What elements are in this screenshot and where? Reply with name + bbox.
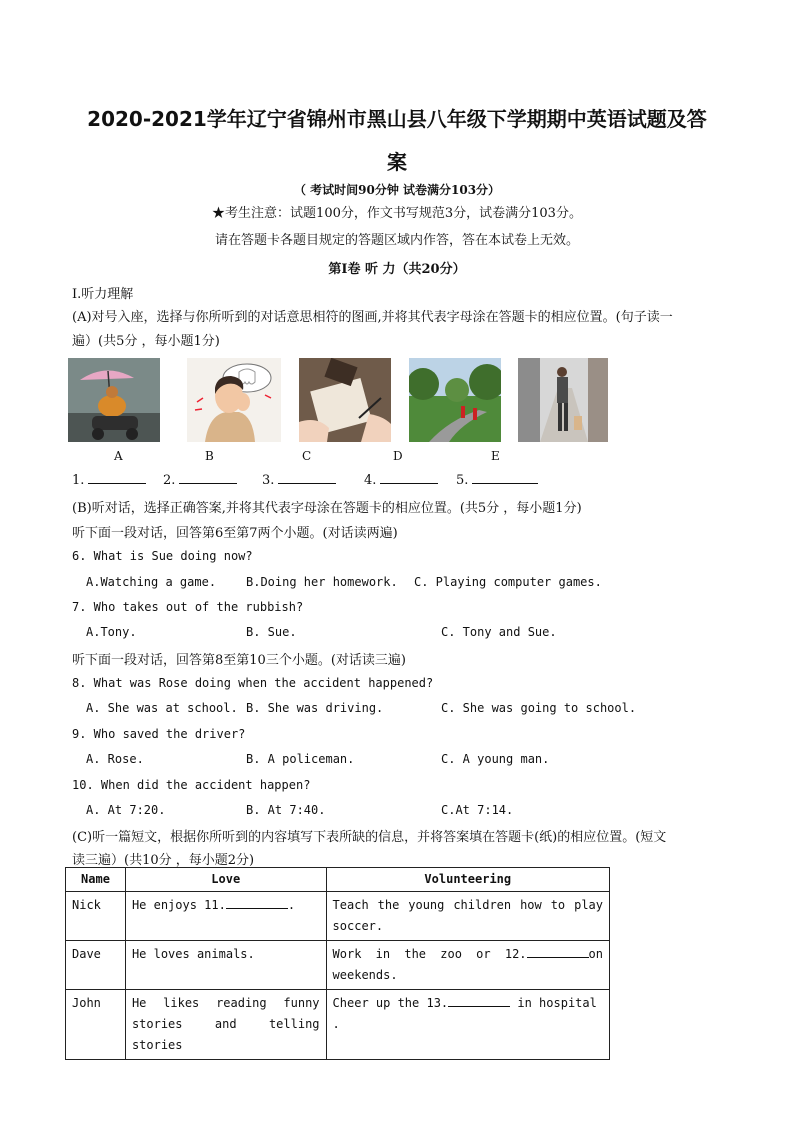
volunteering-table <box>65 867 610 1060</box>
cell-name: Nick <box>66 892 126 941</box>
picture-c <box>299 358 391 442</box>
answer-slot-3: 3. <box>262 471 336 488</box>
picture-label-b: B <box>205 449 214 463</box>
answer-slot-2: 2. <box>163 471 237 488</box>
writing-letter-picture-icon <box>299 358 391 442</box>
partA-instruction-line2: 遍）(共5分 ，每小题1分) <box>72 334 220 349</box>
picture-label-e: E <box>491 449 500 463</box>
answer-blank-13[interactable] <box>448 994 510 1007</box>
table-row <box>66 892 610 941</box>
cell-love: He loves animals. <box>125 941 326 990</box>
picture-label-d: D <box>393 449 403 463</box>
answer-blank-12[interactable] <box>527 945 589 958</box>
q7-option-c[interactable]: C. Tony and Sue. <box>441 625 557 639</box>
walking-dog-picture-icon <box>518 358 608 442</box>
q8-option-c[interactable]: C. She was going to school. <box>441 701 637 715</box>
answer-blank[interactable] <box>179 471 237 484</box>
table-header-row <box>66 868 610 892</box>
answer-blank[interactable] <box>88 471 146 484</box>
partA-instruction-line1: (A)对号入座，选择与你所听到的对话意思相符的图画,并将其代表字母涂在答题卡的相应位置。(句子读一 <box>72 310 673 325</box>
notice-line1: ★考生注意：试题100分，作文书写规范3分，试卷满分103分。 <box>212 206 582 221</box>
q6-option-c[interactable]: C. Playing computer games. <box>414 575 602 589</box>
q7-option-a[interactable]: A.Tony. <box>86 625 137 639</box>
table-row <box>66 941 610 990</box>
part-title: 第Ⅰ卷 听 力（共20分） <box>328 262 466 277</box>
table-header-name: Name <box>66 868 126 892</box>
cell-volunteering: Cheer up the 13. in hospital . <box>326 990 609 1060</box>
cell-name: Dave <box>66 941 126 990</box>
q6-option-a[interactable]: A.Watching a game. <box>86 575 217 589</box>
dialog2-intro: 听下面一段对话，回答第8至第10三个小题。(对话读三遍) <box>72 653 406 668</box>
q10-option-a[interactable]: A. At 7:20. <box>86 803 166 817</box>
answer-blank[interactable] <box>472 471 538 484</box>
question-8: 8. What was Rose doing when the accident happened? <box>72 676 434 690</box>
partC-instruction-line1: (C)听一篇短文，根据你所听到的内容填写下表所缺的信息，并将答案填在答题卡(纸)的相应位置。(短文 <box>72 830 667 845</box>
section-title: I.听力理解 <box>72 287 134 302</box>
q7-option-b[interactable]: B. Sue. <box>246 625 297 639</box>
q8-option-a[interactable]: A. She was at school. <box>86 701 238 715</box>
question-10: 10. When did the accident happen? <box>72 778 311 792</box>
park-picture-icon <box>409 358 501 442</box>
picture-d <box>409 358 501 442</box>
q10-option-b[interactable]: B. At 7:40. <box>246 803 326 817</box>
question-7: 7. Who takes out of the rubbish? <box>72 600 304 614</box>
toothache-picture-icon <box>187 358 281 442</box>
picture-label-c: C <box>302 449 312 463</box>
answer-blank[interactable] <box>380 471 438 484</box>
table-header-volunteering: Volunteering <box>326 868 609 892</box>
table-row <box>66 990 610 1060</box>
partB-instruction: (B)听对话，选择正确答案,并将其代表字母涂在答题卡的相应位置。(共5分 ，每小题1分) <box>72 501 582 516</box>
exam-info: （ 考试时间90分钟 试卷满分103分） <box>293 183 501 197</box>
q9-option-c[interactable]: C. A young man. <box>441 752 550 766</box>
answer-blank[interactable] <box>278 471 336 484</box>
answer-blank-11[interactable] <box>226 896 288 909</box>
table-header-love: Love <box>125 868 326 892</box>
q9-option-b[interactable]: B. A policeman. <box>246 752 355 766</box>
dialog1-intro: 听下面一段对话，回答第6至第7两个小题。(对话读两遍) <box>72 526 398 541</box>
picture-label-a: A <box>114 449 123 463</box>
q10-option-c[interactable]: C.At 7:14. <box>441 803 514 817</box>
cell-love: He likes reading funny stories and telling stories <box>125 990 326 1060</box>
question-6: 6. What is Sue doing now? <box>72 549 253 563</box>
picture-e <box>518 358 608 442</box>
cell-name: John <box>66 990 126 1060</box>
q8-option-b[interactable]: B. She was driving. <box>246 701 384 715</box>
exam-title-line2: 案 <box>387 150 407 174</box>
partC-instruction-line2: 读三遍）(共10分 ，每小题2分) <box>72 853 255 868</box>
q6-option-b[interactable]: B.Doing her homework. <box>246 575 398 589</box>
exam-title-line1: 2020-2021学年辽宁省锦州市黑山县八年级下学期期中英语试题及答 <box>87 107 707 131</box>
q9-option-a[interactable]: A. Rose. <box>86 752 144 766</box>
cell-volunteering: Work in the zoo or 12. on weekends. <box>326 941 609 990</box>
picture-b <box>187 358 281 442</box>
cell-volunteering: Teach the young children how to play soccer. <box>326 892 609 941</box>
notice-line2: 请在答题卡各题目规定的答题区域内作答，答在本试卷上无效。 <box>214 233 579 248</box>
answer-slot-5: 5. <box>456 471 538 488</box>
question-9: 9. Who saved the driver? <box>72 727 246 741</box>
answer-slot-4: 4. <box>364 471 438 488</box>
picture-a <box>68 358 160 442</box>
rainy-scooter-picture-icon <box>68 358 160 442</box>
cell-love: He enjoys 11. . <box>125 892 326 941</box>
answer-slot-1: 1. <box>72 471 146 488</box>
